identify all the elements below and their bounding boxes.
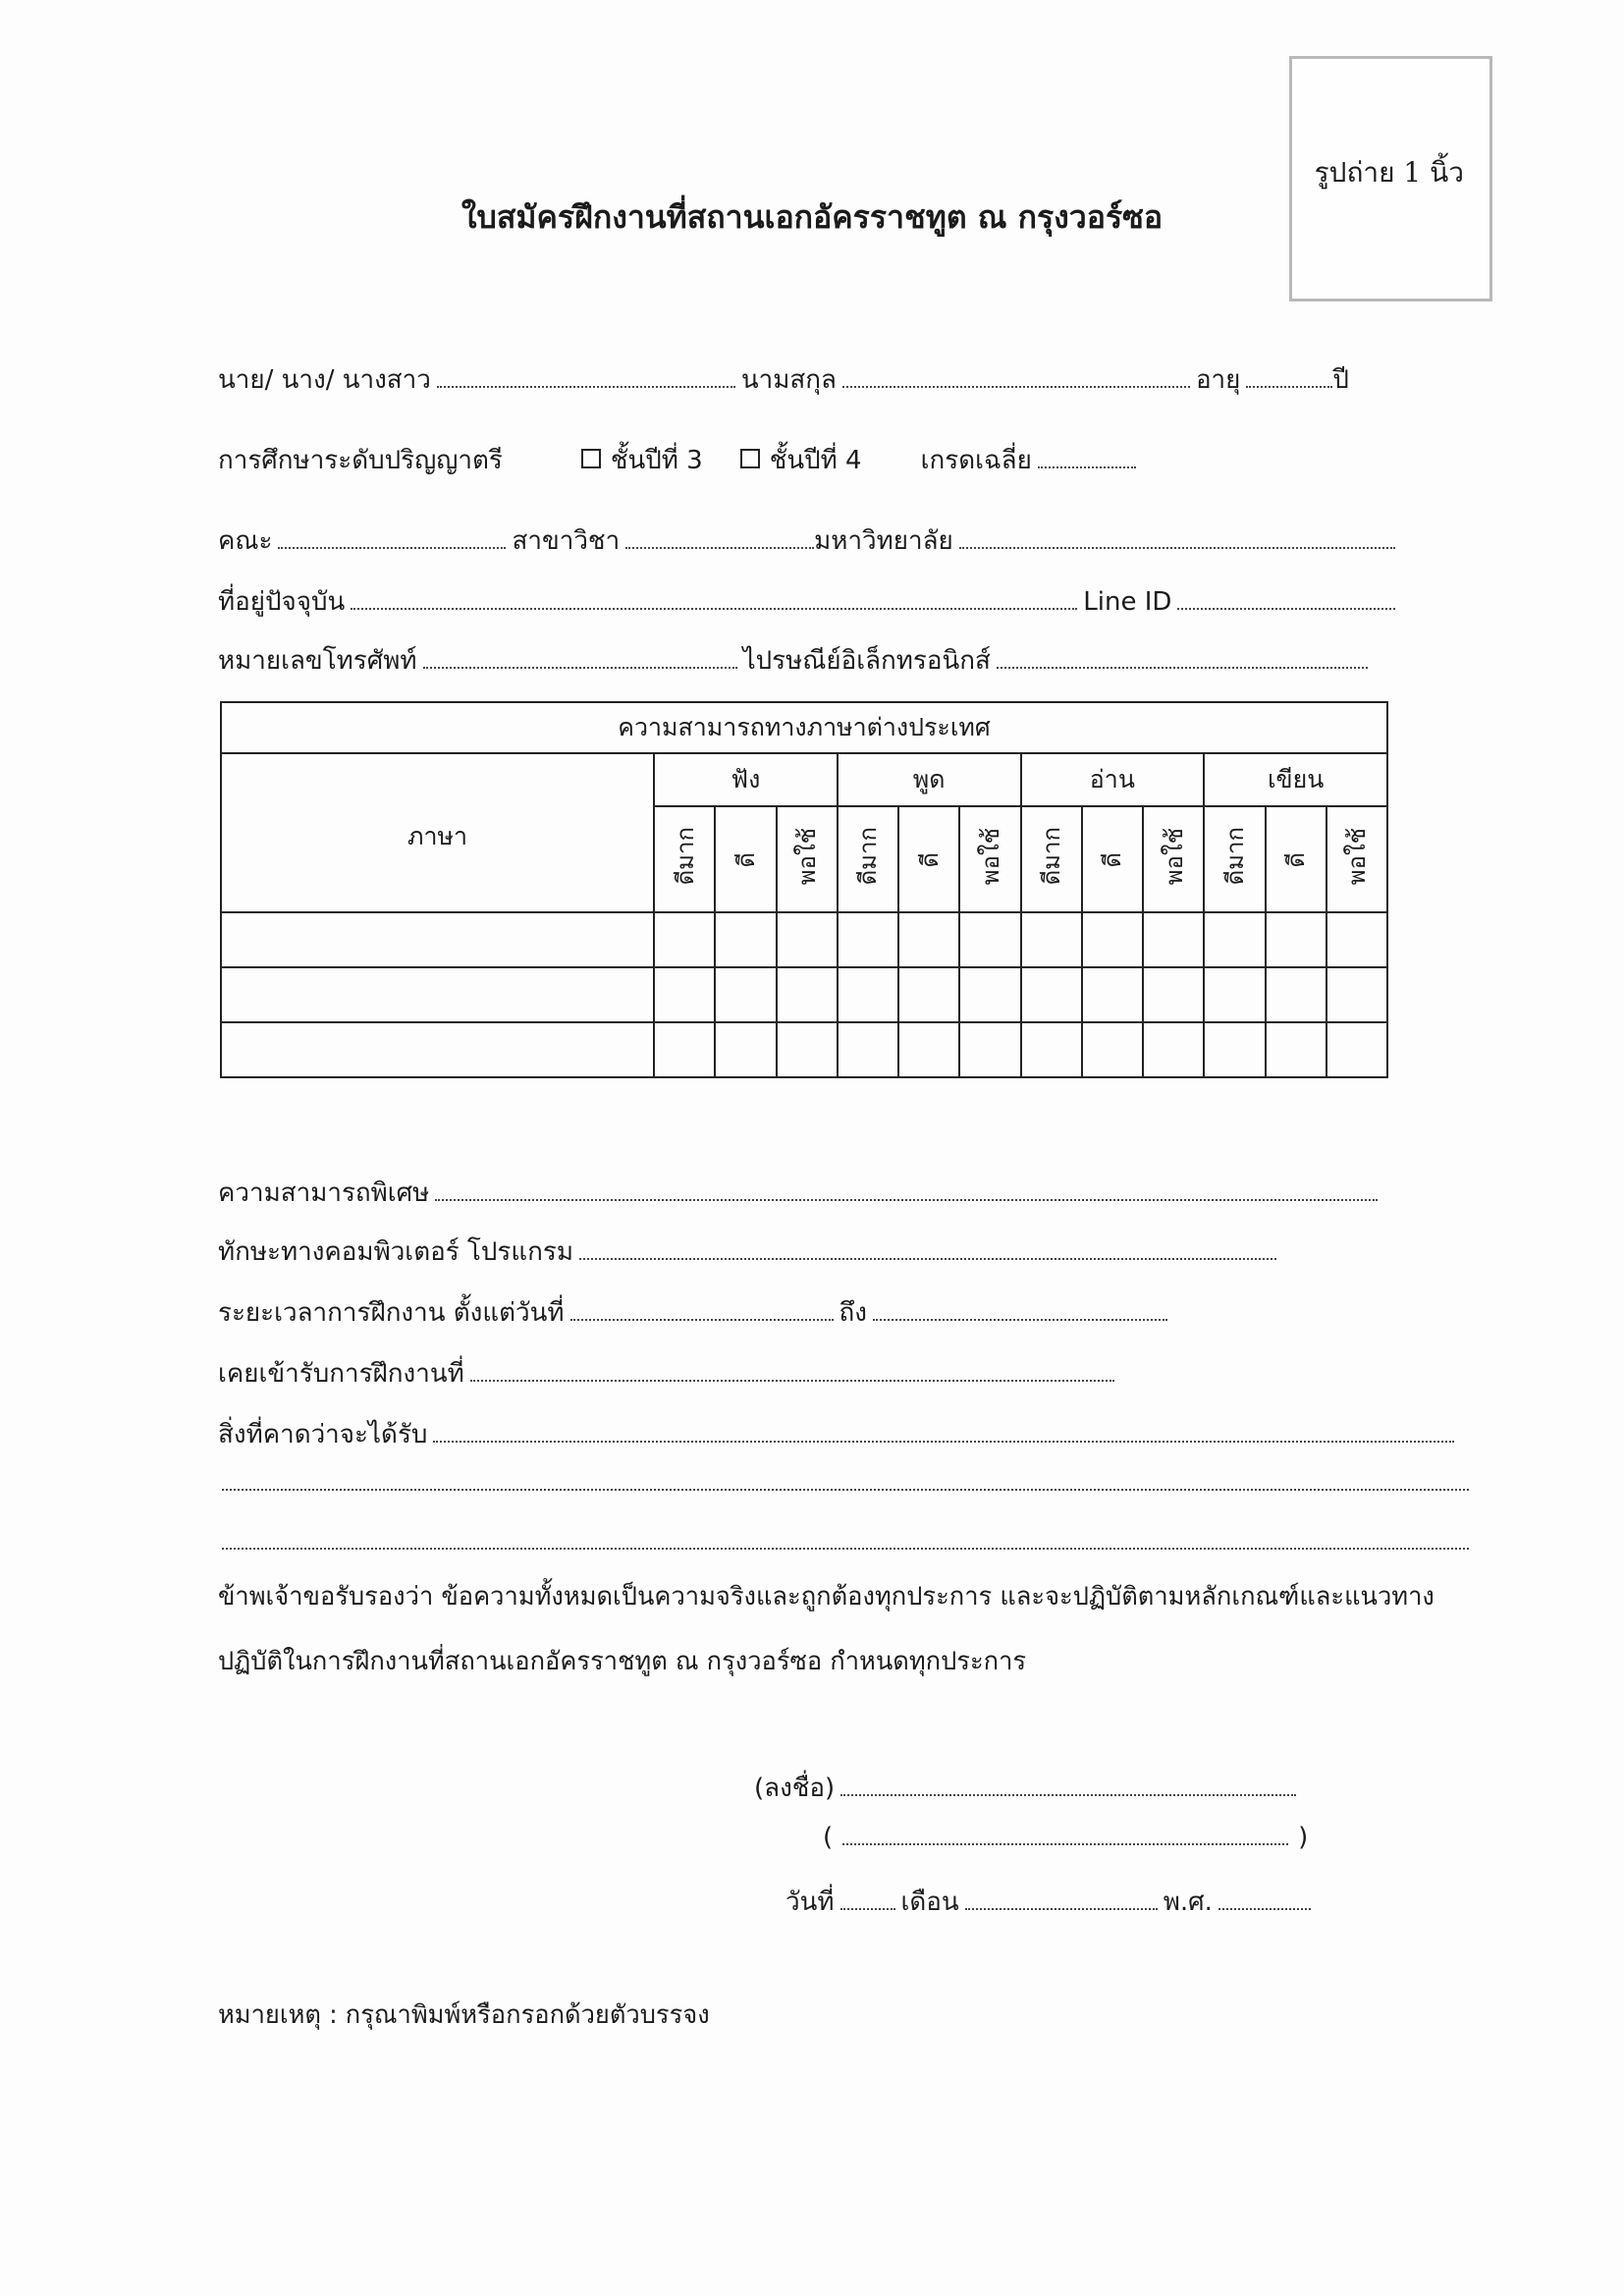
previous-row bbox=[218, 1353, 1120, 1394]
expect-line-2[interactable] bbox=[222, 1489, 1469, 1491]
photo-label: รูปถ่าย 1 นิ้ว bbox=[1314, 156, 1464, 189]
level-good: ดี bbox=[898, 806, 959, 912]
level-excellent: ดีมาก bbox=[1021, 806, 1082, 912]
computer-label: ทักษะทางคอมพิวเตอร์ โปรแกรม bbox=[218, 1237, 573, 1267]
address-row bbox=[218, 581, 1401, 622]
level-fair: พอใช้ bbox=[1326, 806, 1387, 912]
skill-listen: ฟัง bbox=[654, 753, 838, 806]
special-label: ความสามารถพิเศษ bbox=[218, 1178, 430, 1208]
name-print-row bbox=[823, 1823, 1308, 1852]
name-field[interactable] bbox=[437, 385, 735, 388]
expect-line-3[interactable] bbox=[222, 1548, 1469, 1550]
computer-field[interactable] bbox=[579, 1257, 1276, 1260]
education-row bbox=[218, 440, 1142, 480]
education-label: การศึกษาระดับปริญญาตรี bbox=[218, 446, 503, 475]
name-row bbox=[218, 359, 1349, 400]
major-field[interactable] bbox=[625, 546, 814, 549]
age-label: อายุ bbox=[1195, 365, 1241, 395]
language-table-title: ความสามารถทางภาษาต่างประเทศ bbox=[221, 702, 1387, 753]
month-label: เดือน bbox=[900, 1887, 959, 1917]
month-field[interactable] bbox=[965, 1907, 1158, 1910]
level-excellent: ดีมาก bbox=[654, 806, 715, 912]
age-unit: ปี bbox=[1332, 365, 1349, 395]
level-good: ดี bbox=[1082, 806, 1143, 912]
level-excellent: ดีมาก bbox=[838, 806, 898, 912]
level-fair: พอใช้ bbox=[1143, 806, 1204, 912]
level-good: ดี bbox=[715, 806, 776, 912]
sign-label: (ลงชื่อ) bbox=[754, 1774, 836, 1803]
duration-label: ระยะเวลาการฝึกงาน ตั้งแต่วันที่ bbox=[218, 1298, 565, 1328]
close-paren: ) bbox=[1298, 1823, 1309, 1852]
expect-row bbox=[218, 1414, 1460, 1454]
university-field[interactable] bbox=[959, 546, 1395, 549]
language-table bbox=[220, 701, 1388, 1078]
address-label: ที่อยู่ปัจจุบัน bbox=[218, 587, 346, 617]
signature-row bbox=[754, 1768, 1302, 1808]
gpa-field[interactable] bbox=[1038, 465, 1136, 468]
open-paren: ( bbox=[823, 1823, 834, 1852]
special-row bbox=[218, 1173, 1383, 1213]
previous-label: เคยเข้ารับการฝึกงานที่ bbox=[218, 1359, 464, 1389]
level-fair: พอใช้ bbox=[777, 806, 838, 912]
language-cell[interactable] bbox=[221, 967, 654, 1022]
language-cell[interactable] bbox=[221, 1022, 654, 1077]
faculty-field[interactable] bbox=[278, 546, 506, 549]
skill-speak: พูด bbox=[838, 753, 1021, 806]
expect-field[interactable] bbox=[433, 1440, 1454, 1443]
phone-label: หมายเลขโทรศัพท์ bbox=[218, 646, 417, 676]
expect-label: สิ่งที่คาดว่าจะได้รับ bbox=[218, 1420, 428, 1449]
age-field[interactable] bbox=[1246, 385, 1332, 388]
level-fair: พอใช้ bbox=[959, 806, 1020, 912]
photo-placeholder bbox=[1289, 56, 1492, 301]
level-excellent: ดีมาก bbox=[1204, 806, 1265, 912]
faculty-label: คณะ bbox=[218, 526, 273, 556]
table-row bbox=[221, 1022, 1387, 1077]
form-title: ใบสมัครฝึกงานที่สถานเอกอัครราชทูต ณ กรุงวอร์ซอ bbox=[460, 198, 1164, 236]
printed-name-field[interactable] bbox=[842, 1842, 1288, 1845]
surname-field[interactable] bbox=[842, 385, 1190, 388]
day-label: วันที่ bbox=[785, 1887, 835, 1917]
gpa-label: เกรดเฉลี่ย bbox=[920, 446, 1032, 475]
year-field[interactable] bbox=[1218, 1907, 1311, 1910]
to-label: ถึง bbox=[839, 1298, 867, 1328]
year3-label: ชั้นปีที่ 3 bbox=[610, 446, 703, 475]
year3-checkbox[interactable] bbox=[581, 449, 601, 468]
email-label: ไปรษณีย์อิเล็กทรอนิกส์ bbox=[742, 646, 991, 676]
end-date-field[interactable] bbox=[873, 1318, 1167, 1321]
table-row bbox=[221, 967, 1387, 1022]
email-field[interactable] bbox=[997, 666, 1368, 669]
contact-row bbox=[218, 640, 1374, 681]
day-field[interactable] bbox=[840, 1907, 895, 1910]
year-label: พ.ศ. bbox=[1163, 1887, 1213, 1917]
duration-row bbox=[218, 1292, 1173, 1333]
language-cell[interactable] bbox=[221, 912, 654, 967]
phone-field[interactable] bbox=[423, 666, 737, 669]
declaration-line-1: ข้าพเจ้าขอรับรองว่า ข้อความทั้งหมดเป็นความจริงและถูกต้องทุกประการ และจะปฏิบัติตามหลักเกณฑ์และแนวทาง bbox=[218, 1582, 1435, 1612]
language-header: ภาษา bbox=[221, 753, 654, 912]
surname-label: นามสกุล bbox=[740, 365, 837, 395]
skill-read: อ่าน bbox=[1021, 753, 1205, 806]
skill-write: เขียน bbox=[1204, 753, 1387, 806]
previous-field[interactable] bbox=[470, 1379, 1114, 1382]
computer-row bbox=[218, 1231, 1282, 1272]
signature-field[interactable] bbox=[840, 1793, 1296, 1796]
year4-label: ชั้นปีที่ 4 bbox=[769, 446, 862, 475]
date-row bbox=[785, 1882, 1317, 1922]
year4-checkbox[interactable] bbox=[740, 449, 760, 468]
major-label: สาขาวิชา bbox=[512, 526, 621, 556]
name-prefix-label: นาย/ นาง/ นางสาว bbox=[218, 365, 431, 395]
declaration-line-2: ปฏิบัติในการฝึกงานที่สถานเอกอัครราชทูต ณ กรุงวอร์ซอ กำหนดทุกประการ bbox=[218, 1647, 1027, 1676]
line-id-label: Line ID bbox=[1083, 587, 1172, 617]
level-good: ดี bbox=[1266, 806, 1326, 912]
address-field[interactable] bbox=[351, 607, 1077, 610]
start-date-field[interactable] bbox=[570, 1318, 834, 1321]
special-field[interactable] bbox=[435, 1198, 1378, 1201]
faculty-row bbox=[218, 520, 1401, 561]
table-row bbox=[221, 912, 1387, 967]
line-id-field[interactable] bbox=[1177, 607, 1395, 610]
note: หมายเหตุ : กรุณาพิมพ์หรือกรอกด้วยตัวบรรจง bbox=[218, 2000, 710, 2030]
university-label: มหาวิทยาลัย bbox=[814, 526, 953, 556]
